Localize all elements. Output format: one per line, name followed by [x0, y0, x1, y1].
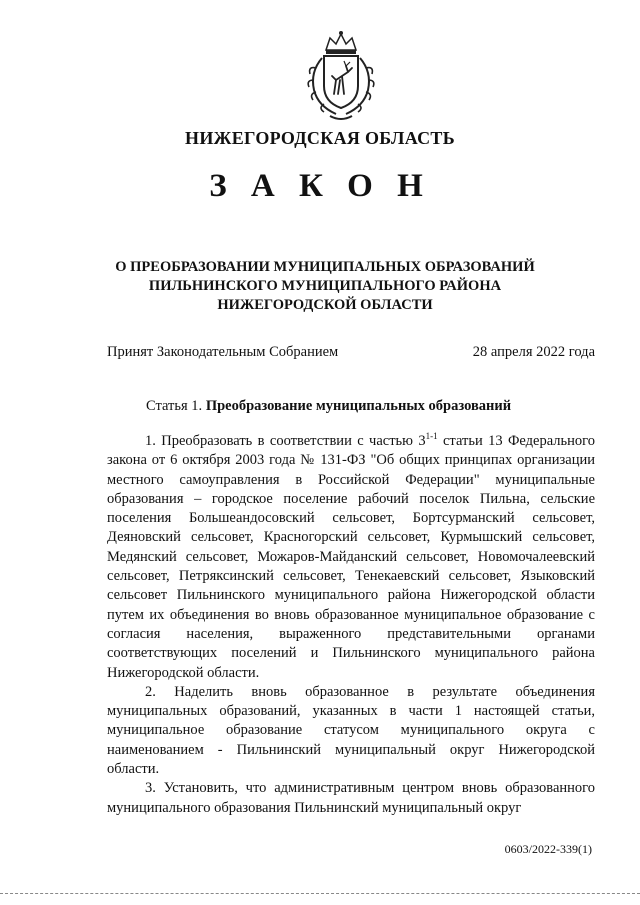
law-title [60, 258, 590, 315]
page-edge-divider [0, 893, 640, 896]
coat-of-arms-emblem [296, 28, 386, 124]
region-heading: НИЖЕГОРОДСКАЯ ОБЛАСТЬ [185, 128, 455, 148]
paragraph-text: статьи 13 Федерального закона от 6 октября 2003 года № 131-ФЗ "Об общих принципах организации местного самоуправления в Российской Федерации" муниципальные образования – городское поселение рабочий поселок Пильна, сельские поселения Большеандосовский сельсовет, Бортсурманский сельсовет, Деяновский сельсовет, Красногорский сельсовет, Курмышский сельсовет, Медянский сельсовет, Можаров-Майданский сельсовет, Новомочалеевский сельсовет, Петряксинский сельсовет, Тенекаевский сельсовет, Языковский сельсовет Пильнинского муниципального района Нижегородской области путем их объединения во вновь образованное муниципальное образование с согласия населения, выраженного представительными органами соответствующих поселений и Пильнинского муниципального района Нижегородской области. [107, 433, 595, 681]
article-label: Статья 1. [146, 398, 203, 414]
paragraph-2: 2. Наделить вновь образованное в результате объединения муниципальных образований, указанных в части 1 настоящей статьи, муниципальное образование статусом муниципального округа с наименованием - Пильнинский муниципальный округ Нижегородской области. [107, 683, 595, 778]
paragraph-text: 1. Преобразовать в соответствии с частью 3 [145, 433, 426, 449]
article-heading [146, 398, 511, 415]
article-title: Преобразование муниципальных образований [205, 398, 512, 414]
document-code: 0603/2022-339(1) [504, 842, 592, 856]
document-type-heading: З А К О Н [209, 168, 431, 204]
law-title-line: О ПРЕОБРАЗОВАНИИ МУНИЦИПАЛЬНЫХ ОБРАЗОВАНИЙ [115, 259, 535, 275]
adoption-line [107, 344, 595, 361]
law-title-line: НИЖЕГОРОДСКОЙ ОБЛАСТИ [217, 297, 433, 313]
adoption-date: 28 апреля 2022 года [472, 344, 595, 360]
adopting-body: Принят Законодательным Собранием [107, 344, 339, 360]
superscript: 1-1 [425, 431, 438, 442]
paragraph-1 [107, 432, 595, 683]
law-title-line: ПИЛЬНИНСКОГО МУНИЦИПАЛЬНОГО РАЙОНА [148, 278, 502, 294]
paragraph-3: 3. Установить, что административным центром вновь образованного муниципального образования Пильнинский муниципальный округ [107, 780, 595, 816]
article-body [107, 432, 595, 818]
